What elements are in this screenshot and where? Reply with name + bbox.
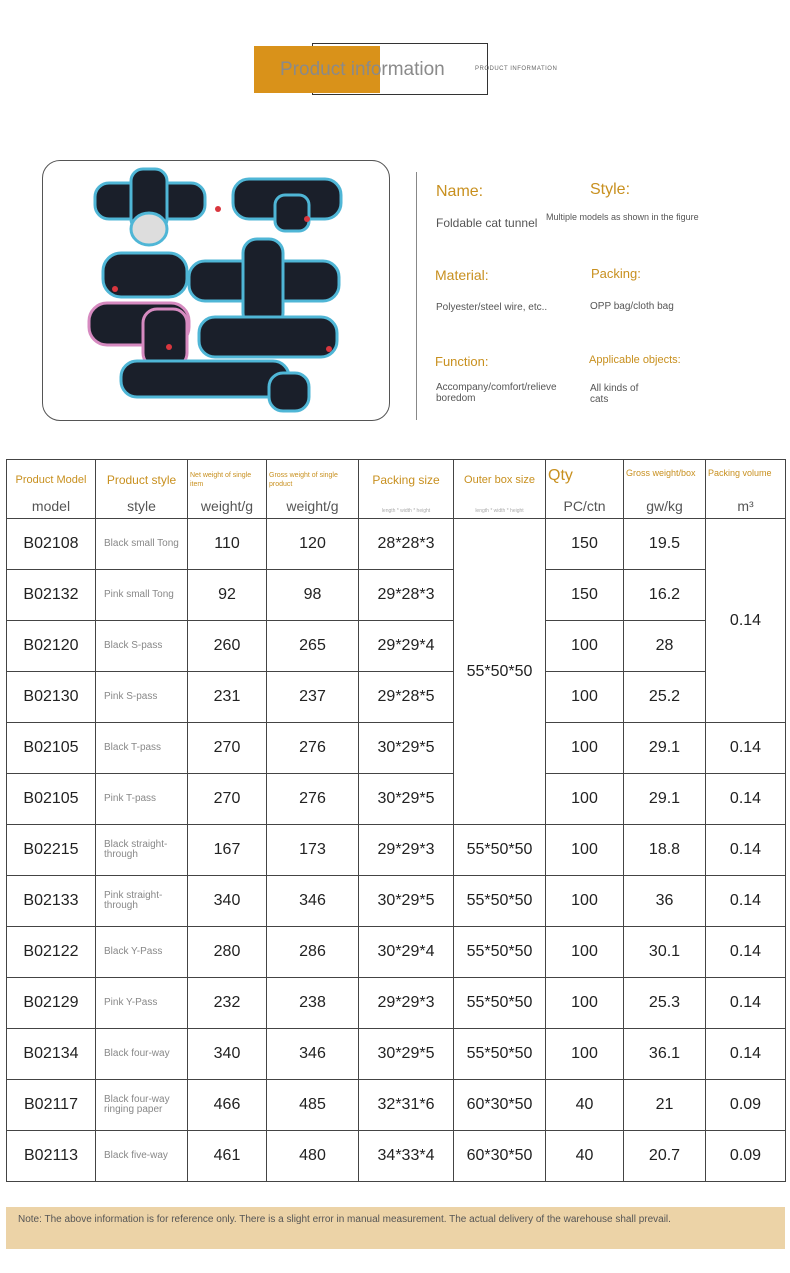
spec-table [6,459,786,1182]
table-row [7,825,786,876]
cell-style: Pink Y-Pass [96,978,188,1029]
cell-model: B02113 [7,1131,96,1182]
header-outer-box: Outer box size length * width * height [454,460,546,519]
cell-pack: 29*29*3 [359,978,454,1029]
cell-gross: 276 [267,774,359,825]
cell-style: Pink small Tong [96,570,188,621]
cell-style: Pink straight-through [96,876,188,927]
cell-qty: 40 [546,1080,624,1131]
cell-model: B02133 [7,876,96,927]
table-row [7,774,786,825]
cell-model: B02134 [7,1029,96,1080]
table-row [7,978,786,1029]
cell-gw: 16.2 [624,570,706,621]
cell-gw: 25.2 [624,672,706,723]
cell-qty: 100 [546,876,624,927]
cell-qty: 100 [546,927,624,978]
cell-pack: 30*29*5 [359,723,454,774]
cell-pack: 29*29*3 [359,825,454,876]
cell-pack: 29*28*3 [359,570,454,621]
material-value: Polyester/steel wire, etc.. [436,302,548,313]
cell-gross: 120 [267,519,359,570]
cell-net: 232 [188,978,267,1029]
cell-net: 270 [188,774,267,825]
tunnel-piece [143,309,187,367]
cell-style: Black S-pass [96,621,188,672]
cell-qty: 100 [546,672,624,723]
header-packing-size: Packing size length * width * height [359,460,454,519]
cell-box-merged: 55*50*50 [454,519,546,825]
cell-gross: 485 [267,1080,359,1131]
cell-vol: 0.14 [706,825,786,876]
packing-label: Packing: [591,266,641,281]
cell-gw: 36.1 [624,1029,706,1080]
function-label: Function: [435,354,489,369]
table-row [7,1080,786,1131]
cell-box: 60*30*50 [454,1131,546,1182]
cell-gw: 21 [624,1080,706,1131]
cell-pack: 29*28*5 [359,672,454,723]
cell-box: 55*50*50 [454,825,546,876]
cell-net: 92 [188,570,267,621]
cell-gross: 286 [267,927,359,978]
cell-qty: 100 [546,621,624,672]
table-row [7,672,786,723]
cell-vol: 0.14 [706,927,786,978]
header-style: Product style style [96,460,188,519]
tunnel-piece [269,373,309,411]
header-net-weight: Net weight of single item weight/g [188,460,267,519]
header-volume: Packing volume m³ [706,460,786,519]
cell-style: Black straight-through [96,825,188,876]
table-header-row [7,460,786,519]
table-row [7,723,786,774]
cell-net: 167 [188,825,267,876]
cell-qty: 150 [546,570,624,621]
table-row [7,1131,786,1182]
cell-box: 55*50*50 [454,978,546,1029]
header-model: Product Model model [7,460,96,519]
tunnel-piece [199,317,337,357]
table-row [7,876,786,927]
header-gross-box: Gross weight/box gw/kg [624,460,706,519]
disclaimer-note: Note: The above information is for reference only. There is a slight error in manual measurement. The actual delivery of the warehouse shall prevail. [6,1207,785,1249]
cell-gw: 28 [624,621,706,672]
cell-gross: 238 [267,978,359,1029]
cell-model: B02105 [7,723,96,774]
cell-box: 55*50*50 [454,927,546,978]
divider-line [416,172,417,420]
header-qty: Qty PC/ctn [546,460,624,519]
cell-style: Pink T-pass [96,774,188,825]
table-row [7,621,786,672]
name-value: Foldable cat tunnel [436,216,538,230]
tunnel-opening [131,213,167,245]
cell-pack: 30*29*4 [359,927,454,978]
cell-qty: 40 [546,1131,624,1182]
cell-model: B02130 [7,672,96,723]
cell-gw: 29.1 [624,723,706,774]
cell-vol: 0.14 [706,774,786,825]
cell-style: Black Y-Pass [96,927,188,978]
cell-pack: 32*31*6 [359,1080,454,1131]
function-value: Accompany/comfort/relieve boredom [436,382,557,404]
cell-model: B02108 [7,519,96,570]
cell-style: Black four-way ringing paper [96,1080,188,1131]
cell-gw: 25.3 [624,978,706,1029]
cell-gross: 346 [267,1029,359,1080]
tunnel-piece [275,195,309,231]
cell-qty: 100 [546,825,624,876]
cell-model: B02122 [7,927,96,978]
cell-gross: 480 [267,1131,359,1182]
cell-pack: 29*29*4 [359,621,454,672]
cell-vol: 0.14 [706,1029,786,1080]
cell-style: Black five-way [96,1131,188,1182]
cell-pack: 30*29*5 [359,876,454,927]
cell-net: 340 [188,1029,267,1080]
table-row [7,570,786,621]
style-value: Multiple models as shown in the figure [546,212,699,222]
cell-box: 60*30*50 [454,1080,546,1131]
header-subtitle: PRODUCT INFORMATION [475,66,558,72]
cell-gross: 98 [267,570,359,621]
cell-pack: 30*29*5 [359,1029,454,1080]
tunnel-piece [121,361,289,397]
cell-gw: 19.5 [624,519,706,570]
cell-net: 260 [188,621,267,672]
cell-pack: 30*29*5 [359,774,454,825]
style-label: Style: [590,181,631,198]
material-label: Material: [435,267,489,283]
cell-net: 231 [188,672,267,723]
cell-style: Black small Tong [96,519,188,570]
cell-model: B02132 [7,570,96,621]
cell-net: 466 [188,1080,267,1131]
table-row [7,927,786,978]
product-image [42,160,390,421]
cell-net: 340 [188,876,267,927]
cell-box: 55*50*50 [454,1029,546,1080]
cell-gross: 346 [267,876,359,927]
cell-vol: 0.14 [706,978,786,1029]
cell-qty: 100 [546,774,624,825]
cell-model: B02215 [7,825,96,876]
tunnel-piece [243,239,283,327]
header-title: Product information [280,59,445,80]
cell-box: 55*50*50 [454,876,546,927]
cell-gross: 265 [267,621,359,672]
cell-pack: 34*33*4 [359,1131,454,1182]
header-gross-weight: Gross weight of single product weight/g [267,460,359,519]
cell-pack: 28*28*3 [359,519,454,570]
table-row [7,1029,786,1080]
cat-tunnels-illustration [43,161,390,421]
packing-value: OPP bag/cloth bag [590,301,674,312]
cell-vol-merged: 0.14 [706,519,786,723]
cell-style: Black T-pass [96,723,188,774]
cell-net: 270 [188,723,267,774]
cell-gw: 18.8 [624,825,706,876]
cell-gw: 29.1 [624,774,706,825]
cell-gw: 36 [624,876,706,927]
cell-style: Pink S-pass [96,672,188,723]
cell-vol: 0.09 [706,1131,786,1182]
cell-gross: 237 [267,672,359,723]
cell-qty: 100 [546,1029,624,1080]
cell-net: 110 [188,519,267,570]
cell-net: 461 [188,1131,267,1182]
cell-vol: 0.14 [706,876,786,927]
cell-model: B02129 [7,978,96,1029]
table-row [7,519,786,570]
cell-gross: 276 [267,723,359,774]
cell-gross: 173 [267,825,359,876]
cell-qty: 150 [546,519,624,570]
objects-value: All kinds of cats [590,383,639,405]
cell-model: B02117 [7,1080,96,1131]
cell-vol: 0.14 [706,723,786,774]
cell-net: 280 [188,927,267,978]
name-label: Name: [436,183,484,200]
cell-style: Black four-way [96,1029,188,1080]
objects-label: Applicable objects: [589,354,681,366]
cell-vol: 0.09 [706,1080,786,1131]
cell-qty: 100 [546,978,624,1029]
cell-gw: 30.1 [624,927,706,978]
cell-model: B02105 [7,774,96,825]
cell-qty: 100 [546,723,624,774]
cell-gw: 20.7 [624,1131,706,1182]
cell-model: B02120 [7,621,96,672]
